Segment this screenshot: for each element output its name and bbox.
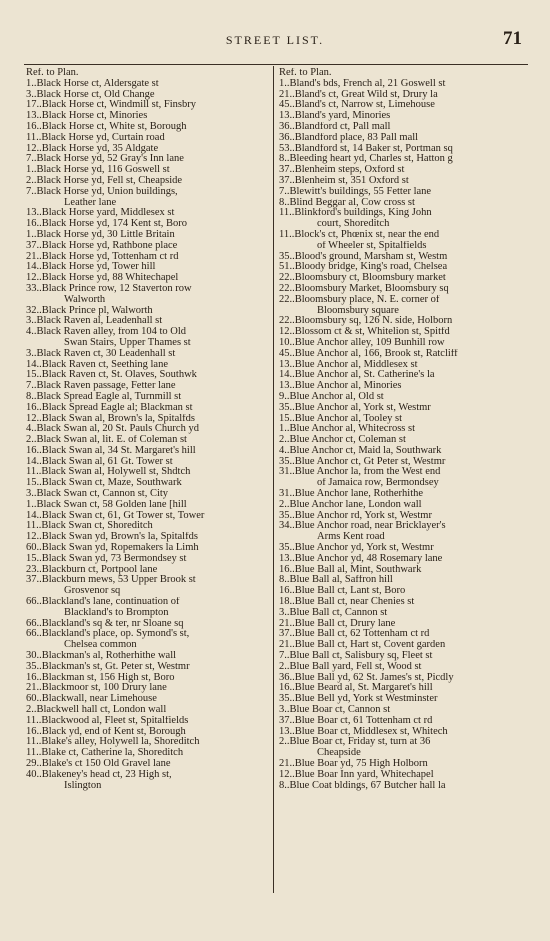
street-entry: 18..Blue Ball ct, near Chenies st (279, 597, 415, 608)
street-entry: 13..Blue Boar ct, Middlesex st, Whitech (279, 726, 448, 737)
street-entry: 37..Blue Boar ct, 61 Tottenham ct rd (279, 715, 433, 726)
street-entry: 21..Blackmoor st, 100 Drury lane (26, 683, 167, 694)
street-entry: 35..Blood's ground, Marsham st, Westm (279, 251, 448, 262)
street-entry: 3..Black Horse ct, Old Change (26, 89, 155, 100)
street-entry: 2..Black Swan al, lit. E. of Coleman st (26, 435, 187, 446)
street-entry: 22..Bloomsbury place, N. E. corner of (279, 294, 440, 305)
street-entry: 36..Blandford place, 83 Pall mall (279, 132, 419, 143)
street-entry: 8..Blue Coat bldings, 67 Butcher hall la (279, 780, 446, 791)
street-entry: 14..Black Swan al, 61 Gt. Tower st (26, 456, 173, 467)
column-heading: Ref. to Plan. (279, 68, 332, 78)
street-entry: 12..Blossom ct & st, Whitelion st, Spitfd (279, 327, 450, 338)
street-entry: 13..Blue Anchor yd, 48 Rosemary lane (279, 553, 443, 564)
street-entry: 4..Blue Anchor ct, Maid la, Southwark (279, 445, 442, 456)
street-entry: 3..Black Raven al, Leadenhall st (26, 316, 163, 327)
street-entry-continuation: Blackland's to Brompton (64, 607, 169, 618)
street-entry: 45..Bland's ct, Narrow st, Limehouse (279, 100, 435, 111)
street-entry: 3..Blue Boar ct, Cannon st (279, 705, 391, 716)
street-entry: 13..Bland's yard, Minories (279, 111, 391, 122)
column-divider (273, 66, 274, 893)
street-entry: 11..Blake ct, Catherine la, Shoreditch (26, 748, 184, 759)
street-entry: 21..Blue Ball ct, Drury lane (279, 618, 396, 629)
street-entry: 16..Black Swan al, 34 St. Margaret's hill (26, 445, 196, 456)
street-entry: 35..Blackman's st, Gt. Peter st, Westmr (26, 661, 190, 672)
street-entry: 7..Black Horse yd, 52 Gray's Inn lane (26, 154, 184, 165)
street-entry: 2..Blackwell hall ct, London wall (26, 705, 167, 716)
street-entry: 14..Black Swan ct, 61, Gt Tower st, Tower (26, 510, 205, 521)
street-entry-continuation: of Jamaica row, Bermondsey (317, 478, 439, 489)
street-entry: 35..Blue Anchor rd, York st, Westmr (279, 510, 432, 521)
street-entry: 4..Black Raven alley, from 104 to Old (26, 327, 186, 338)
street-entry: 2..Black Horse yd, Fell st, Cheapside (26, 175, 183, 186)
street-entry-continuation: Chelsea common (64, 640, 137, 651)
street-entry: 1..Black Swan ct, 58 Golden lane [hill (26, 499, 187, 510)
street-entry: 7..Black Raven passage, Fetter lane (26, 381, 176, 392)
street-entry-continuation: Arms Kent road (317, 532, 385, 543)
street-entry: 9..Blue Anchor al, Old st (279, 391, 384, 402)
street-entry: 12..Black Horse yd, 88 Whitechapel (26, 273, 179, 284)
street-entry: 2..Blue Boar ct, Friday st, turn at 36 (279, 737, 431, 748)
street-entry: 37..Blue Ball ct, 62 Tottenham ct rd (279, 629, 430, 640)
street-entry: 11..Block's ct, Phœnix st, near the end (279, 229, 440, 240)
street-entry: 1..Bland's bds, French al, 21 Goswell st (279, 78, 446, 89)
street-entry: 22..Bloomsbury sq, 126 N. side, Holborn (279, 316, 453, 327)
street-entry: 22..Bloomsbury ct, Bloomsbury market (279, 273, 446, 284)
street-entry: 11..Blake's alley, Holywell la, Shoreditch (26, 737, 200, 748)
street-entry: 53..Blandford st, 14 Baker st, Portman sq (279, 143, 453, 154)
street-entry: 11..Black Swan ct, Shoreditch (26, 521, 153, 532)
street-entry: 8..Blue Ball al, Saffron hill (279, 575, 393, 586)
street-entry: 13..Blue Anchor al, Minories (279, 381, 402, 392)
street-entry: 1..Black Horse yd, 116 Goswell st (26, 165, 170, 176)
street-entry: 11..Blinkford's buildings, King John (279, 208, 432, 219)
street-entry: 29..Blake's ct 150 Old Gravel lane (26, 759, 171, 769)
street-entry: 13..Blue Anchor al, Middlesex st (279, 359, 418, 370)
street-entry: 33..Black Prince row, 12 Staverton row (26, 283, 192, 294)
street-entry: 7..Blue Ball ct, Salisbury sq, Fleet st (279, 651, 433, 662)
street-entry: 10..Blue Anchor alley, 109 Bunhill row (279, 337, 445, 348)
street-entry: 12..Black Swan yd, Brown's la, Spitalfds (26, 532, 198, 543)
street-entry: 16..Black Spread Eagle al; Blackman st (26, 402, 193, 413)
street-entry: 7..Blewitt's buildings, 55 Fetter lane (279, 186, 432, 197)
street-entry: 12..Black Horse yd, 35 Aldgate (26, 143, 159, 154)
street-entry: 3..Blue Ball ct, Cannon st (279, 607, 388, 618)
street-entry: 32..Black Prince pl, Walworth (26, 305, 153, 316)
street-entry: 37..Blenheim steps, Oxford st (279, 165, 405, 176)
street-entry: 1..Blue Anchor al, Whitecross st (279, 424, 415, 435)
street-entry: 3..Black Swan ct, Cannon st, City (26, 489, 169, 500)
street-entry: 35..Blue Anchor yd, York st, Westmr (279, 543, 434, 554)
street-entry-continuation: Grosvenor sq (64, 586, 121, 597)
header-rule (24, 64, 528, 65)
street-entry: 66..Blackland's place, op. Symond's st, (26, 629, 190, 640)
street-entry: 37..Black Horse yd, Rathbone place (26, 240, 178, 251)
street-entry-continuation: Islington (64, 780, 102, 791)
street-entry: 37..Blenheim st, 351 Oxford st (279, 175, 409, 186)
street-entry: 16..Black Horse ct, White st, Borough (26, 121, 187, 132)
street-entry: 22..Bloomsbury Market, Bloomsbury sq (279, 283, 449, 294)
street-entry: 23..Blackburn ct, Portpool lane (26, 564, 158, 575)
street-entry: 15..Black Swan yd, 73 Bermondsey st (26, 553, 187, 564)
street-entry: 51..Bloody bridge, King's road, Chelsea (279, 262, 448, 273)
street-entry: 1..Black Horse ct, Aldersgate st (26, 78, 159, 89)
street-entry-continuation: of Wheeler st, Spitalfields (317, 240, 427, 251)
street-entry: 12..Blue Boar Inn yard, Whitechapel (279, 769, 434, 780)
street-entry: 11..Blackwood al, Fleet st, Spitalfields (26, 715, 189, 726)
left-column (26, 68, 268, 791)
street-entry: 2..Blue Anchor lane, London wall (279, 499, 422, 510)
street-entry: 14..Black Raven ct, Seething lane (26, 359, 169, 370)
street-entry: 31..Blue Anchor lane, Rotherhithe (279, 489, 424, 500)
street-entry: 40..Blakeney's head ct, 23 High st, (26, 769, 172, 780)
street-entry-continuation: Walworth (64, 294, 106, 305)
street-entry: 16..Black yd, end of Kent st, Borough (26, 726, 186, 737)
street-entry: 15..Blue Anchor al, Tooley st (279, 413, 403, 424)
street-entry: 17..Black Horse ct, Windmill st, Finsbry (26, 100, 196, 111)
street-entry: 13..Black Horse ct, Minories (26, 111, 148, 122)
street-entry: 37..Blackburn mews, 53 Upper Brook st (26, 575, 196, 586)
street-entry: 35..Blue Anchor al, York st, Westmr (279, 402, 431, 413)
street-entry: 8..Bleeding heart yd, Charles st, Hatton g (279, 154, 453, 165)
street-entry: 8..Blind Beggar al, Cow cross st (279, 197, 415, 208)
street-entry: 66..Blackland's lane, continuation of (26, 597, 180, 608)
street-entry: 21..Bland's ct, Great Wild st, Drury la (279, 89, 438, 100)
street-entry: 35..Blue Bell yd, York st Westminster (279, 694, 438, 705)
street-entry: 16..Blue Ball al, Mint, Southwark (279, 564, 422, 575)
street-entry: 16..Blue Ball ct, Lant st, Boro (279, 586, 406, 597)
street-entry: 35..Blue Anchor ct, Gt Peter st, Westmr (279, 456, 446, 467)
street-entry: 11..Black Swan al, Holywell st, Shdtch (26, 467, 191, 478)
street-entry: 21..Blue Ball ct, Hart st, Covent garden (279, 640, 446, 651)
street-entry: 30..Blackman's al, Rotherhithe wall (26, 651, 177, 662)
street-entry: 36..Blue Ball yd, 62 St. James's st, Picdly (279, 672, 454, 683)
street-entry: 15..Black Swan ct, Maze, Southwark (26, 478, 182, 489)
street-entry-continuation: Leather lane (64, 197, 117, 208)
street-entry: 16..Blackman st, 156 High st, Boro (26, 672, 175, 683)
street-entry: 16..Blue Beard al, St. Margaret's hill (279, 683, 433, 694)
street-entry: 60..Black Swan yd, Ropemakers la Limh (26, 543, 199, 554)
street-entry: 1..Black Horse yd, 30 Little Britain (26, 229, 175, 240)
street-entry-continuation: court, Shoreditch (317, 219, 390, 230)
street-entry: 7..Black Horse yd, Union buildings, (26, 186, 178, 197)
street-entry-continuation: Bloomsbury square (317, 305, 399, 316)
street-entry: 66..Blackland's sq & ter, nr Sloane sq (26, 618, 184, 629)
street-entry: 11..Black Horse yd, Curtain road (26, 132, 165, 143)
column-heading: Ref. to Plan. (26, 68, 79, 78)
street-entry: 13..Black Horse yard, Middlesex st (26, 208, 175, 219)
running-title: STREET LIST. (225, 33, 325, 47)
street-entry: 45..Blue Anchor al, 166, Brook st, Ratcliff (279, 348, 458, 359)
street-entry-continuation: Swan Stairs, Upper Thames st (64, 337, 191, 348)
street-entry: 3..Black Raven ct, 30 Leadenhall st (26, 348, 176, 359)
street-entry: 2..Blue Anchor ct, Coleman st (279, 435, 406, 446)
right-column (279, 68, 531, 791)
street-entry: 21..Black Horse yd, Tottenham ct rd (26, 251, 179, 262)
street-entry: 31..Blue Anchor la, from the West end (279, 467, 441, 478)
street-entry: 36..Blandford ct, Pall mall (279, 121, 391, 132)
street-entry: 8..Black Spread Eagle al, Turnmill st (26, 391, 182, 402)
street-entry: 60..Blackwall, near Limehouse (26, 694, 157, 705)
street-entry: 16..Black Horse yd, 174 Kent st, Boro (26, 219, 187, 230)
street-entry: 14..Black Horse yd, Tower hill (26, 262, 156, 273)
street-entry: 12..Black Swan al, Brown's la, Spitalfds (26, 413, 195, 424)
street-entry: 14..Blue Anchor al, St. Catherine's la (279, 370, 435, 381)
page-number: 71 (503, 28, 522, 49)
street-entry: 21..Blue Boar yd, 75 High Holborn (279, 759, 428, 769)
street-entry: 15..Black Raven ct, St. Olaves, Southwk (26, 370, 197, 381)
street-entry-continuation: Cheapside (317, 748, 361, 759)
street-entry: 4..Black Swan al, 20 St. Pauls Church yd (26, 424, 199, 435)
street-entry: 2..Blue Ball yard, Fell st, Wood st (279, 661, 422, 672)
street-entry: 34..Blue Anchor road, near Bricklayer's (279, 521, 446, 532)
